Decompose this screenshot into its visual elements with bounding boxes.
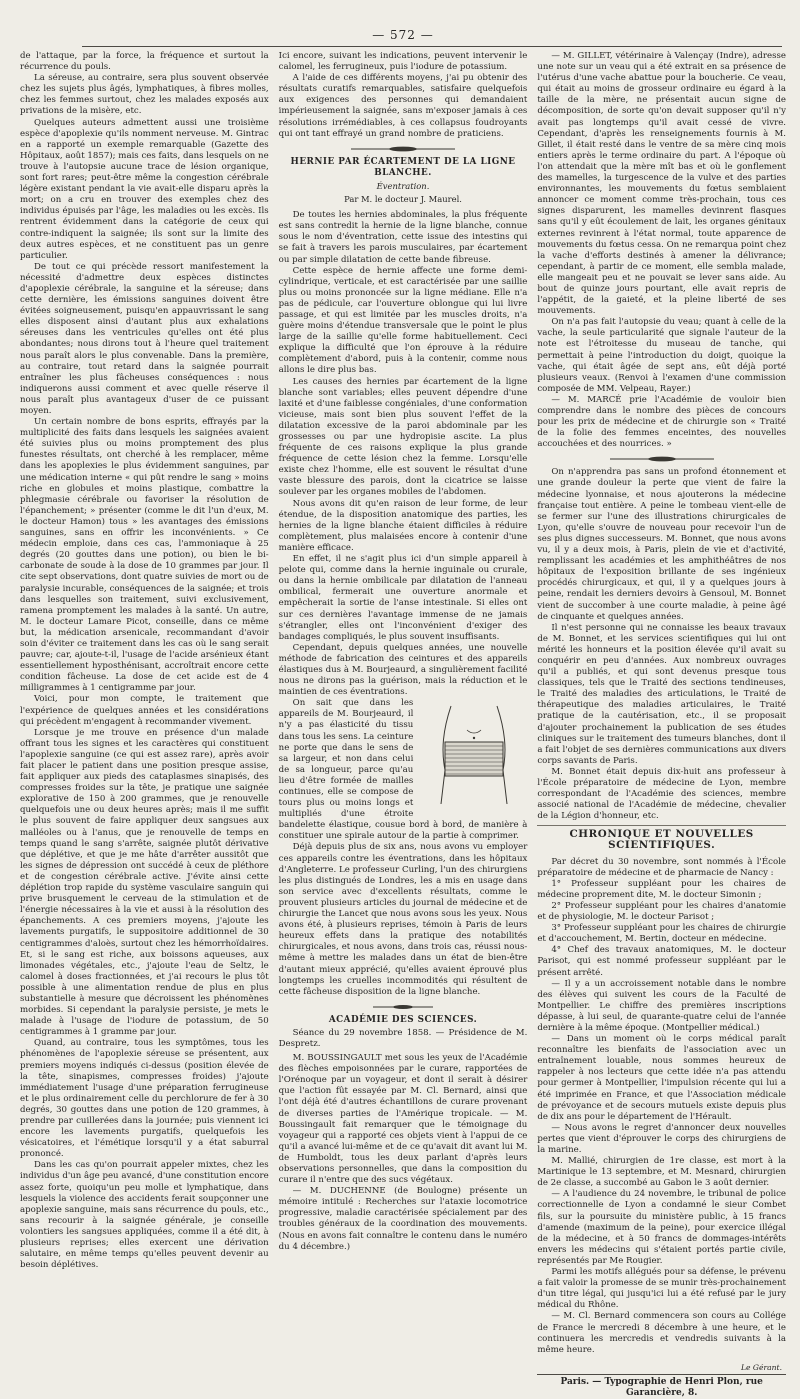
section-subtitle: Éventration.: [376, 180, 430, 191]
paragraph: Par décret du 30 novembre, sont nommés à l'École préparatoire de médecine et de pharmacie de Nancy :: [537, 856, 787, 878]
paragraph: Voici, pour mon compte, le traitement que l'expérience de quelques années et les considérations qui précèdent m'engagent à recommander vivement.: [20, 694, 269, 727]
paragraph: — Dans un moment où le corps médical paraît reconnaître les bienfaits de l'association avec un entraînement louable, nous sommes heureux de rappeler à nos lecteurs que cette idée n'a pas attendu pour germer à Montpellier, l'impulsion récente qui lui a été imprimée en France, et que l'Association médicale de prévoyance et de secours mutuels existe depuis plus de dix ans pour le département de l'Hérault.: [537, 1034, 787, 1122]
paragraph: Cette espèce de hernie affecte une forme demi-cylindrique, verticale, et est caractérisée par une saillie plus ou moins prononcée sur la ligne médiane. Elle n'a pas de pédicule, car l'ouverture oblongue qui lui livre passage, et qui est limitée par les muscles droits, n'a guère moins d'étendue transversale que le point le plus large de la saillie qu'elle forme habituellement. Ceci explique la difficulté que l'on éprouve à la réduire complètement d'abord, puis à la contenir, comme nous allons le dire plus bas.: [278, 265, 528, 376]
column-2: [278, 51, 528, 1252]
column-3: [537, 51, 787, 1398]
ornament-divider: [343, 1004, 463, 1010]
column-1: [20, 51, 269, 1271]
paragraph: Dans les cas qu'on pourrait appeler mixtes, chez les individus d'un âge peu avancé, d'une constitution encore assez forte, quoiqu'un peu molle et lymphatique, dans lesquels la violence des accidents ferait soupçonner une apoplexie sanguine, mais sans récurrence du pouls, etc., sans recourir à la saignée générale, je conseille volontiers les sangsues appliquées, comme il a été dit, à plusieurs reprises; elles exercent une dérivation salutaire, en même temps qu'elles peuvent devenir au besoin déplétives.: [20, 1160, 269, 1271]
paragraph: 2° Professeur suppléant pour les chaires d'anatomie et de physiologie, M. le docteur Parisot ;: [537, 900, 787, 923]
page-number: — 572 —: [372, 28, 434, 42]
paragraph: M. Mallié, chirurgien de 1re classe, est mort à la Martinique le 13 septembre, et M. Mesnard, chirurgien de 2e classe, a succombé au Gabon le 3 août dernier.: [537, 1156, 787, 1189]
paragraph: 1° Professeur suppléant pour les chaires de médecine proprement dite, M. le docteur Simonin ;: [537, 878, 787, 900]
section-author: Par M. le docteur J. Maurel.: [344, 194, 462, 205]
paragraph: de l'attaque, par la force, la fréquence et surtout la récurrence du pouls.: [20, 51, 269, 73]
printer-line: Paris. — Typographie de Henri Plon, rue Garancière, 8.: [537, 1374, 786, 1399]
paragraph: De toutes les hernies abdominales, la plus fréquente est sans contredit la hernie de la ligne blanche, connue sous le nom d'éventration, cette issue des intestins qui se fait à travers les parois musculaires, par écartement ou par simple dilatation de cette bande fibreuse.: [278, 210, 528, 265]
paragraph: — Nous avons le regret d'annoncer deux nouvelles pertes que vient d'éprouver le corps des chirurgiens de la marine.: [537, 1122, 787, 1155]
section-rule: [537, 825, 786, 826]
paragraph: On n'apprendra pas sans un profond étonnement et une grande douleur la perte que vient de faire la médecine lyonnaise, et nous ajouterons la médecine française tout entière. A peine le tombeau vient-elle de se fermer sur l'une des illustrations chirurgicales de Lyon, qu'elle s'ouvre de nouveau pour recevoir l'un de ses plus dignes successeurs. M. Bonnet, que nous avons vu, il y a deux mois, à Paris, plein de vie et d'activité, remplissant les académies et les amphithéâtres de nos hôpitaux de l'exposition brillante de ses ingénieux procédés chirurgicaux, et qui, il y a quelques jours à peine, rendait les derniers devoirs à Gensoul, M. Bonnet vient de succomber à une courte maladie, à peine âgé de cinquante et quelques années.: [537, 467, 787, 622]
paragraph: En effet, il ne s'agit plus ici d'un simple appareil à pelote qui, comme dans la hernie inguinale ou crurale, ou dans la hernie ombilicale par dilatation de l'anneau ombilical, fermerait une ouverture anormale et empêcherait la sortie de l'anse intestinale. Si elles ont sur ces dernières l'avantage immense de ne jamais s'étrangler, elles ont l'inconvénient d'exiger des bandages compliqués, le plus souvent insuffisants.: [278, 554, 528, 642]
paragraph: — Il y a un accroissement notable dans le nombre des élèves qui suivent les cours de la Faculté de Montpellier. Le chiffre des premières inscriptions dépasse, à lui seul, de quarante-quatre celui de l'année dernière à la même époque. (Montpellier médical.): [537, 978, 787, 1033]
paragraph: — M. DUCHENNE (de Boulogne) présente un mémoire intitulé : Recherches sur l'ataxie locomotrice progressive, maladie caractérisée spécialement par des troubles généraux de la coordination des mouvements. (Nous en avons fait connaître le contenu dans le numéro du 4 décembre.): [278, 1186, 528, 1252]
top-rule: [82, 46, 782, 47]
elastic-belt-figure: [421, 700, 527, 810]
paragraph: M. Bonnet était depuis dix-huit ans professeur à l'École préparatoire de médecine de Lyon, membre correspondant de l'Académie des sciences, membre associé national de l'Académie de médecine, chevalier de la Légion d'honneur, etc.: [537, 766, 787, 822]
section-title-chronique: CHRONIQUE ET NOUVELLES SCIENTIFIQUES.: [569, 828, 754, 852]
paragraph: 4° Chef des travaux anatomiques, M. le docteur Parisot, qui est nommé professeur suppléant par le présent arrêté.: [537, 945, 787, 978]
paragraph: On n'a pas fait l'autopsie du veau; quant à celle de la vache, la seule particularité que signale l'auteur de la note est l'étroitesse du museau de tanche, qui permettait à peine l'introduction du doigt, quoique la vache, qui était âgée de sept ans, eût déjà porté plusieurs veaux. (Renvoi à l'examen d'une commission composée de MM. Velpeau, Rayer.): [537, 317, 787, 394]
paragraph: Nous avons dit qu'en raison de leur forme, de leur étendue, de la disposition anatomique des parties, les hernies de la ligne blanche étaient difficiles à réduire complètement, plus malaisées encore à contenir d'une manière efficace.: [278, 498, 528, 553]
paragraph: — M. GILLET, vétérinaire à Valençay (Indre), adresse une note sur un veau qui a été extrait en sa présence de l'utérus d'une vache abattue pour la boucherie. Ce veau, qui était au moins de grosseur ordinaire eu égard à la taille de la mère, ne présentait aucun signe de décomposition, de sorte qu'on devait supposer qu'il n'y avait pas longtemps qu'il avait cessé de vivre. Cependant, d'après les renseignements fournis à M. Gillet, il était resté dans le ventre de sa mère cinq mois entiers après le terme ordinaire du part. A l'époque où l'on attendait que la mère mît bas et où le gonflement des mamelles, la turgescence de la vulve et des parties environnantes, les mouvements du fœtus semblaient annoncer ce moment comme très-prochain, tous ces signes disparurent, les mamelles devinrent flasques sans qu'il y eût écoulement de lait, les organes génitaux externes revinrent à l'état normal, toute apparence de mouvements du fœtus cessa. On ne remarqua point chez la vache d'efforts destinés à amener la délivrance; cependant, à partir de ce moment, elle sembla malade, elle mangeait peu et ne pouvait se lever sans aide. Au bout de quinze jours pourtant, elle avait repris de l'appétit, de la gaieté, et la pleine liberté de ses mouvements.: [537, 51, 787, 317]
paragraph: Quand, au contraire, tous les symptômes, tous les phénomènes de l'apoplexie séreuse se présentent, aux premiers moyens indiqués ci-dessus (position élevée de la tête, sinapismes, compresses froides) j'ajoute immédiatement l'usage d'une préparation ferrugineuse et le plus ordinairement celle du perchlorure de fer à 30 degrés, 30 gouttes dans une potion de 120 grammes, à prendre par cuillerées dans la journée; puis viennent ici encore les lavements purgatifs, quelquefois les vésicatoires, et l'émétique lorsqu'il y a état saburral prononcé.: [20, 1038, 269, 1160]
paragraph: Cependant, depuis quelques années, une nouvelle méthode de fabrication des ceintures et des appareils élastiques dus à M. Bourjeaurd, a singulièrement facilité nous ne dirons pas la guérison, mais la réduction et le maintien de ces éventrations.: [278, 642, 528, 698]
paragraph: La séreuse, au contraire, sera plus souvent observée chez les sujets plus âgés, lymphatiques, à fibres molles, chez les femmes surtout, chez les malades exposés aux privations de la misère, etc.: [20, 73, 269, 117]
paragraph: Il n'est personne qui ne connaisse les beaux travaux de M. Bonnet, et les services scientifiques qui lui ont mérité les honneurs et la position élevée qu'il avait su conquérir en peu d'années. Aux nombreux ouvrages qu'il a publiés, et qui sont devenus presque tous classiques, tels que le Traité des sections tendineuses, le Traité des maladies des articulations, le Traité de thérapeutique des maladies articulaires, le Traité pratique de la cautérisation, etc., il se proposait d'ajouter prochainement la publication de ses études cliniques sur le traitement des tumeurs blanches, dont il a fait l'objet de ses dernières communications aux divers corps savants de Paris.: [537, 622, 787, 766]
paragraph: Ici encore, suivant les indications, peuvent intervenir le calomel, les ferrugineux, puis l'iodure de potassium.: [278, 51, 528, 73]
paragraph: Lorsque je me trouve en présence d'un malade offrant tous les signes et les caractères qui constituent l'apoplexie sanguine (ce qui est assez rare), après avoir fait placer le patient dans une position presque assise, fait appliquer aux pieds des cataplasmes sinapisés, des compresses froides sur la tête, je pratique une saignée explorative de 150 à 200 grammes, que je renouvelle quelquefois une ou deux heures après; mais il me suffit le plus souvent de faire appliquer deux sangsues aux malléoles ou à l'anus, que je renouvelle de temps en temps quand le sang s'arrête, saignée plutôt dérivative que déplétive, et que je me hâte d'arrêter aussitôt que les signes de dépression ont succédé à ceux de pléthore et de congestion cérébrale active. J'évite ainsi cette déplétion trop rapide du système vasculaire sanguin qui prive brusquement le cerveau de la stimulation et de l'énergie nécessaires à la vie et aussi à la résolution des épanchements. A ces premiers moyens, j'ajoute les lavements purgatifs, le suppositoire additionnel de 30 centigrammes d'aloès, surtout chez les hémorrhoïdaires. Et, si le sang est riche, aux boissons aqueuses, aux limonades végétales, etc., j'ajoute l'eau de Seltz, le calomel à doses fractionnées, et j'ai recours le plus tôt possible à une alimentation rendue de plus en plus substantielle à mesure que décroissent les phénomènes morbides. Si cependant la paralysie persiste, je mets le malade à l'usage de l'iodure de potassium, de 50 centigrammes à 1 gramme par jour.: [20, 727, 269, 1038]
ornament-divider: [602, 456, 722, 462]
belt-illustration: [421, 700, 527, 810]
paragraph: — M. MARCÉ prie l'Académie de vouloir bien comprendre dans le nombre des pièces de concours pour les prix de médecine et de chirurgie son « Traité de la folie des femmes enceintes, des nouvelles accouchées et des nourrices. »: [537, 394, 787, 450]
ornament-divider: [343, 146, 463, 152]
seance-line: Séance du 29 novembre 1858. — Présidence de M. Despretz.: [278, 1027, 528, 1049]
paragraph: — A l'audience du 24 novembre, le tribunal de police correctionnelle de Lyon a condamné le sieur Combet fils, sur la poursuite du ministère public, à 15 francs d'amende (maximum de la peine), pour exercice illégal de la médecine, et à 50 francs de dommages-intérêts envers les médecins qui s'étaient portés partie civile, représentés par Me Rougier.: [537, 1189, 787, 1266]
paragraph: — M. Cl. Bernard commencera son cours au Collége de France le mercredi 8 décembre à une heure, et le continuera les mercredis et vendredis suivants à la même heure.: [537, 1311, 787, 1355]
paragraph: Les causes des hernies par écartement de la ligne blanche sont variables; elles peuvent dépendre d'une laxité et d'une faiblesse congéniales, d'une conformation vicieuse, mais sont bien plus souvent l'effet de la dilatation excessive de la paroi abdominale par les grossesses ou par une hydropisie ascite. La plus fréquente de ces raisons explique la plus grande fréquence de cette lésion chez la femme. Lorsqu'elle existe chez l'homme, elle est souvent le résultat d'une vaste blessure des parois, dont la cicatrice se laisse soulever par les organes mobiles de l'abdomen.: [278, 376, 528, 498]
paragraph: 3° Professeur suppléant pour les chaires de chirurgie et d'accouchement, M. Bertin, docteur en médecine.: [537, 923, 787, 945]
paragraph: On sait que dans les appareils de M. Bourjeaurd, il n'y a pas élasticité du tissu dans tous les sens. La ceinture ne porte que dans le sens de sa largeur, et non dans celui de sa longueur, parce qu'au lieu d'être formée de mailles continues, elle se compose de tours plus ou moins longs et multipliés d'une étroite bandelette élastique, cousue bord à bord, de manière à constituer une spirale autour de la partie à comprimer.: [278, 698, 528, 842]
paragraph: Déjà depuis plus de six ans, nous avons vu employer ces appareils contre les éventrations, dans les hôpitaux d'Angleterre. Le professeur Curling, l'un des chirurgiens les plus distingués de Londres, les a mis en usage dans son service avec d'excellents résultats, comme le prouvent plusieurs articles du journal de médecine et de chirurgie the Lancet que nous avons sous les yeux. Nous avons été, à plusieurs reprises, témoin à Paris de leurs heureux effets dans la pratique des notabilités chirurgicales, et nous avons, dans trois cas, réussi nous-même à mettre les malades dans un état de bien-être d'autant mieux apprécié, qu'elles avaient éprouvé plus longtemps les cruelles incommodités qui résultent de cette fâcheuse disposition de la ligne blanche.: [278, 842, 528, 997]
paragraph: Un certain nombre de bons esprits, effrayés par la multiplicité des faits dans lesquels les saignées avaient été suivies plus ou moins promptement des plus funestes résultats, ont cherché à les remplacer, même dans les apoplexies le plus évidemment sanguines, par une médication interne « qui pût rendre le sang » moins riche en globules et moins plastique, combattre la phlegmasie cérébrale ou favoriser la résolution de l'épanchement; » présenter (comme le dit l'un d'eux, M. le docteur Hamon) tous » les avantages des émissions sanguines, sans en offrir les inconvénients. » Ce médecin emploie, dans ces cas, l'ammoniaque à 25 degrés (20 gouttes dans une potion), ou bien le bi-carbonate de soude à la dose de 10 grammes par jour. Il cite sept observations, dont quatre suivies de mort ou de paralysie incurable, conséquences de la saignée; et trois dans lesquelles son traitement, suivi exclusivement, ramena promptement les malades à la santé. Un autre, M. le docteur Lamare Picot, conseille, dans ce même but, la médication arsenicale, recommandant d'avoir soin d'éviter ce traitement dans les cas où le sang serait pauvre; car, ajoute-t-il, l'usage de l'acide arsénieux étant essentiellement hyposthénisant, accroîtrait encore cette condition fâcheuse. La dose de cet acide est de 4 milligrammes à 1 centigramme par jour.: [20, 417, 269, 694]
signature: Le Gérant.: [740, 1362, 783, 1372]
paragraph: A l'aide de ces différents moyens, j'ai pu obtenir des résultats curatifs remarquables, satisfaire quelquefois aux exigences des personnes qui demandaient impérieusement la saignée, sans m'exposer jamais à ces résolutions irrémédiables, à ces collapsus foudroyants qui ont tant effrayé un grand nombre de praticiens.: [278, 73, 528, 139]
paragraph: De tout ce qui précède ressort manifestement la nécessité d'admettre deux espèces distinctes d'apoplexie cérébrale, la sanguine et la séreuse; dans cette dernière, les émissions sanguines doivent être évitées soigneusement, puisqu'en appauvrissant le sang elles disposent ainsi d'autant plus aux exhalations séreuses dans les ventricules qu'elles ont été plus abondantes; nous dirons tout à l'heure quel traitement nous paraît alors le plus convenable. Dans la première, au contraire, tout retard dans la saignée pourrait entraîner les plus fâcheuses conséquences : nous indiquerons aussi comment et avec quelle réserve il nous paraît plus avantageux d'user de ce puissant moyen.: [20, 261, 269, 416]
section-title-academie: ACADÉMIE DES SCIENCES.: [328, 1014, 478, 1025]
section-title-hernie: HERNIE PAR ÉCARTEMENT DE LA LIGNE BLANCHE.: [290, 156, 516, 178]
paragraph: Parmi les motifs allégués pour sa défense, le prévenu a fait valoir la promesse de se munir très-prochainement d'un titre légal, qui jusqu'ici lui a été refusé par le jury médical du Rhône.: [537, 1267, 787, 1311]
paragraph: M. BOUSSINGAULT met sous les yeux de l'Académie des flèches empoisonnées par le curare, rapportées de l'Orénoque par un voyageur, et dont il serait à désirer que l'action fût essayée par M. Cl. Bernard, ainsi que l'ont déjà été d'autres échantillons de curare provenant de diverses parties de l'Amérique tropicale. — M. Boussingault fait remarquer que le témoignage du voyageur qui a rapporté ces objets vient à l'appui de ce qu'il a avancé lui-même et de ce qu'avait dit avant lui M. de Humboldt, tous les deux parlant d'après leurs observations personnelles, que dans la composition du curare il n'entre que des sucs végétaux.: [278, 1053, 528, 1186]
paragraph: Quelques auteurs admettent aussi une troisième espèce d'apoplexie qu'ils nomment nerveuse. M. Gintrac en a rapporté un exemple remarquable (Gazette des Hôpitaux, août 1857); mais ces faits, dans lesquels on ne trouve à l'autopsie aucune trace de lésion organique, sont fort rares; peut-être même la congestion cérébrale légère existant pendant la vie avait-elle disparu après la mort; on a cru en trouver des exemples chez des individus épuisés par l'âge, les maladies ou les excès. Ils rentrent évidemment dans la catégorie de ceux qui contre-indiquent la saignée; ils sont sur la limite des deux autres espèces, et ne constituent pas un genre particulier.: [20, 117, 269, 261]
